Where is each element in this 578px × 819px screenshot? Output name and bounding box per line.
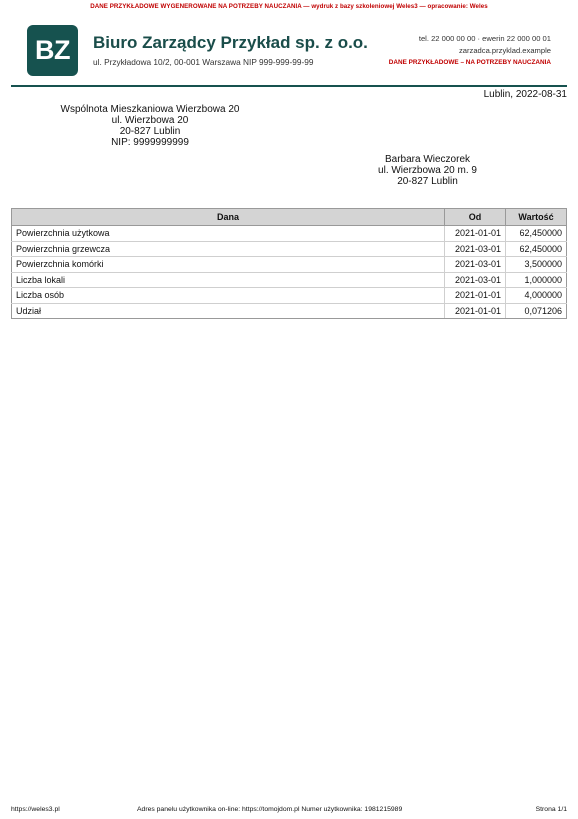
row-name: Powierzchnia komórki <box>12 257 445 273</box>
row-value: 0,071206 <box>506 303 567 319</box>
header-name: Dana <box>12 209 445 226</box>
company-name: Biuro Zarządcy Przykład sp. z o.o. <box>93 33 368 52</box>
company-logo: BZ <box>27 25 78 76</box>
footer-link[interactable]: https://weles3.pl <box>11 806 60 813</box>
recipient-street: ul. Wierzbowa 20 m. 9 <box>378 165 477 176</box>
contact-web: zarzadca.przyklad.example <box>458 46 551 55</box>
row-value: 4,000000 <box>506 288 567 304</box>
row-name: Powierzchnia grzewcza <box>12 241 445 257</box>
recipient-name: Barbara Wieczorek <box>384 154 471 165</box>
contact-disclaimer: DANE PRZYKŁADOWE – NA POTRZEBY NAUCZANIA <box>388 59 551 66</box>
row-name: Liczba lokali <box>12 272 445 288</box>
data-table <box>11 208 567 319</box>
row-from: 2021-01-01 <box>445 303 506 319</box>
table-row <box>12 288 567 304</box>
row-from: 2021-01-01 <box>445 226 506 242</box>
row-name: Liczba osób <box>12 288 445 304</box>
sender-address <box>55 104 245 148</box>
table-row <box>12 272 567 288</box>
recipient-address <box>360 154 495 187</box>
row-value: 62,450000 <box>506 226 567 242</box>
row-value: 62,450000 <box>506 241 567 257</box>
company-contact <box>389 33 551 69</box>
document-date: Lublin, 2022-08-31 <box>483 89 567 100</box>
table-header-row <box>12 209 567 226</box>
row-value: 3,500000 <box>506 257 567 273</box>
recipient-city: 20-827 Lublin <box>397 176 458 187</box>
row-name: Udział <box>12 303 445 319</box>
table-row <box>12 257 567 273</box>
row-name: Powierzchnia użytkowa <box>12 226 445 242</box>
sender-street: ul. Wierzbowa 20 <box>111 115 189 126</box>
sender-name: Wspólnota Mieszkaniowa Wierzbowa 20 <box>60 104 240 115</box>
table-row <box>12 241 567 257</box>
header-from: Od <box>445 209 506 226</box>
watermark-banner: DANE PRZYKŁADOWE WYGENEROWANE NA POTRZEBY NAUCZANIA — wydruk z bazy szkoleniowej Weles3 — opracowanie: Weles <box>90 3 488 10</box>
sender-nip: NIP: 9999999999 <box>111 137 189 148</box>
page-number: Strona 1/1 <box>535 806 567 813</box>
row-from: 2021-03-01 <box>445 257 506 273</box>
footer-user-panel: Adres panelu użytkownika on-line: https://tomojdom.pl Numer użytkownika: 1981215989 <box>137 806 403 813</box>
sender-city: 20-827 Lublin <box>119 126 181 137</box>
table-row <box>12 226 567 242</box>
header-value: Wartość <box>506 209 567 226</box>
row-from: 2021-03-01 <box>445 241 506 257</box>
row-from: 2021-01-01 <box>445 288 506 304</box>
header-divider <box>11 85 567 87</box>
row-value: 1,000000 <box>506 272 567 288</box>
company-address: ul. Przykładowa 10/2, 00-001 Warszawa NIP 999-999-99-99 <box>93 57 314 67</box>
contact-phone: tel. 22 000 00 00 · ewerin 22 000 00 01 <box>418 34 551 43</box>
row-from: 2021-03-01 <box>445 272 506 288</box>
table-row <box>12 303 567 319</box>
